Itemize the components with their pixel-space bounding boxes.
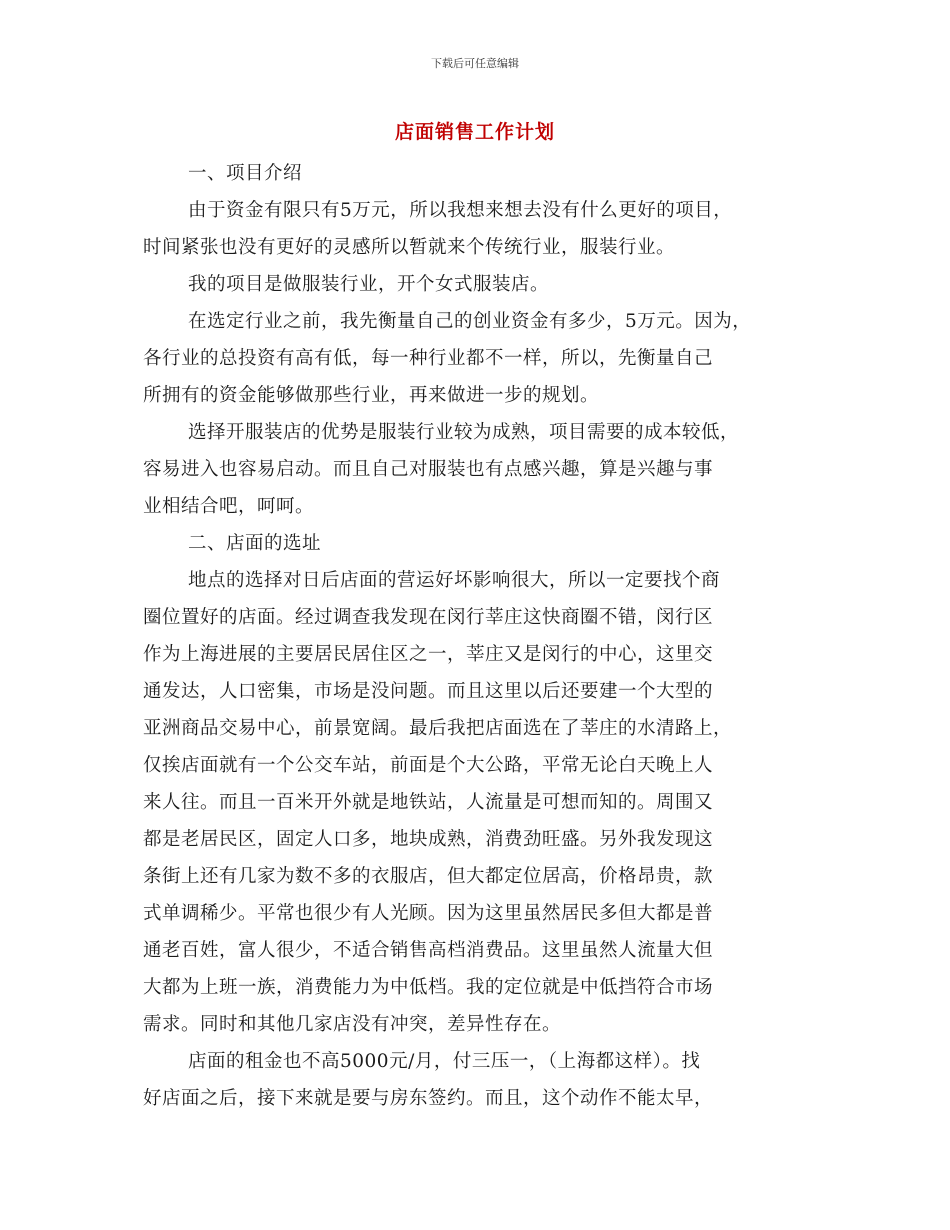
paragraph-line: 时间紧张也没有更好的灵感所以暂就来个传统行业，服装行业。 — [143, 237, 676, 258]
section-heading-store-location: 二、店面的选址 — [188, 533, 322, 554]
paragraph-line: 式单调稀少。平常也很少有人光顾。因为这里虽然居民多但大都是普 — [143, 903, 714, 924]
paragraph-line: 需求。同时和其他几家店没有冲突，差异性存在。 — [143, 1014, 562, 1035]
paragraph-line: 各行业的总投资有高有低，每一种行业都不一样，所以，先衡量自己 — [143, 348, 714, 369]
paragraph-line: 地点的选择对日后店面的营运好坏影响很大，所以一定要找个商 — [188, 570, 721, 591]
paragraph-line: 仅挨店面就有一个公交车站，前面是个大公路，平常无论白天晚上人 — [143, 755, 714, 776]
paragraph-line: 通发达，人口密集，市场是没问题。而且这里以后还要建一个大型的 — [143, 681, 714, 702]
paragraph-line: 选择开服装店的优势是服装行业较为成熟，项目需要的成本较低， — [188, 422, 740, 443]
paragraph-line: 圈位置好的店面。经过调查我发现在闵行莘庄这快商圈不错，闵行区 — [143, 607, 714, 628]
paragraph-line: 作为上海进展的主要居民居住区之一，莘庄又是闵行的中心，这里交 — [143, 644, 714, 665]
paragraph-line: 所拥有的资金能够做那些行业，再来做进一步的规划。 — [143, 385, 600, 406]
paragraph-line: 在选定行业之前，我先衡量自己的创业资金有多少，5万元。因为， — [188, 311, 752, 332]
document-title: 店面销售工作计划 — [394, 121, 555, 143]
section-heading-project-intro: 一、项目介绍 — [188, 163, 303, 184]
paragraph-line: 业相结合吧，呵呵。 — [143, 496, 315, 517]
paragraph-line: 我的项目是做服装行业，开个女式服装店。 — [188, 274, 550, 295]
paragraph-line: 都是老居民区，固定人口多，地块成熟，消费劲旺盛。另外我发现这 — [143, 829, 714, 850]
paragraph-line: 通老百姓，富人很少，不适合销售高档消费品。这里虽然人流量大但 — [143, 940, 714, 961]
header-note: 下载后可任意编辑 — [431, 57, 519, 70]
document-body — [143, 155, 803, 1117]
paragraph-line: 亚洲商品交易中心，前景宽阔。最后我把店面选在了莘庄的水清路上， — [143, 718, 733, 739]
paragraph-line: 大都为上班一族，消费能力为中低档。我的定位就是中低挡符合市场 — [143, 977, 714, 998]
paragraph-line: 来人往。而且一百米开外就是地铁站，人流量是可想而知的。周围又 — [143, 792, 714, 813]
paragraph-line: 店面的租金也不高5000元/月，付三压一，（上海都这样）。找 — [188, 1051, 701, 1072]
paragraph-line: 容易进入也容易启动。而且自己对服装也有点感兴趣，算是兴趣与事 — [143, 459, 714, 480]
paragraph-line: 由于资金有限只有5万元，所以我想来想去没有什么更好的项目， — [188, 200, 733, 221]
paragraph-line: 好店面之后，接下来就是要与房东签约。而且，这个动作不能太早， — [143, 1088, 714, 1109]
paragraph-line: 条街上还有几家为数不多的衣服店，但大都定位居高，价格昂贵，款 — [143, 866, 714, 887]
